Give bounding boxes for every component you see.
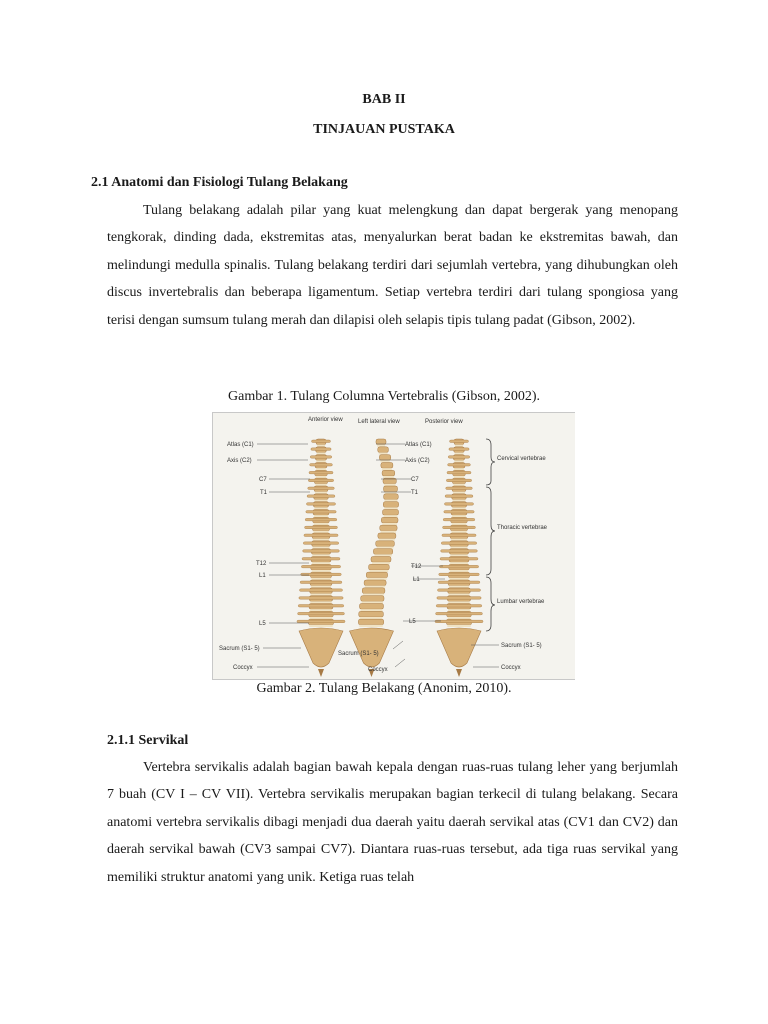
intervertebral-disc	[377, 445, 385, 447]
intervertebral-disc	[359, 625, 382, 627]
intervertebral-disc	[314, 515, 328, 517]
spine-figure	[212, 412, 575, 680]
intervertebral-disc	[449, 593, 470, 595]
label-t12-mid: T12	[411, 564, 422, 570]
transverse-process	[310, 456, 332, 459]
intervertebral-disc	[316, 468, 326, 470]
transverse-process	[312, 440, 331, 443]
transverse-process	[437, 597, 481, 600]
transverse-process	[437, 589, 480, 592]
intervertebral-disc	[316, 460, 325, 462]
intervertebral-disc	[377, 546, 394, 548]
intervertebral-disc	[385, 499, 398, 501]
view-label-lateral: Left lateral view	[358, 419, 400, 425]
vertebra	[361, 596, 384, 602]
intervertebral-disc	[451, 539, 467, 541]
view-label-posterior: Posterior view	[425, 419, 463, 425]
vertebra	[378, 447, 389, 453]
label-lumbar: Lumbar vertebrae	[497, 599, 545, 605]
intervertebral-disc	[309, 625, 332, 627]
intervertebral-disc	[312, 570, 331, 572]
vertebra	[380, 525, 397, 531]
intervertebral-disc	[380, 460, 389, 462]
intervertebral-disc	[311, 578, 330, 580]
view-label-anterior: Anterior view	[308, 417, 343, 423]
transverse-process	[301, 573, 342, 576]
label-thoracic: Thoracic vertebrae	[497, 525, 548, 531]
intervertebral-disc	[448, 617, 471, 619]
transverse-process	[299, 589, 342, 592]
label-axis-left: Axis (C2)	[227, 458, 252, 464]
intervertebral-disc	[317, 452, 326, 454]
spine-posterior-view	[435, 439, 483, 677]
vertebra	[381, 463, 393, 469]
intervertebral-disc	[310, 609, 332, 611]
intervertebral-disc	[367, 578, 386, 580]
intervertebral-disc	[312, 562, 330, 564]
label-l1-left: L1	[259, 573, 266, 579]
intervertebral-disc	[452, 507, 465, 509]
transverse-process	[298, 612, 345, 615]
transverse-process	[436, 605, 482, 608]
transverse-process	[447, 471, 471, 474]
intervertebral-disc	[314, 507, 327, 509]
label-c7-mid: C7	[411, 477, 419, 483]
coccyx-bone	[456, 669, 462, 677]
transverse-process	[438, 581, 480, 584]
intervertebral-disc	[384, 515, 398, 517]
section-heading-2-1: 2.1 Anatomi dan Fisiologi Tulang Belakang	[91, 175, 348, 190]
vertebra	[379, 455, 390, 461]
intervertebral-disc	[379, 452, 388, 454]
transverse-process	[445, 495, 473, 498]
vertebra	[362, 588, 385, 594]
intervertebral-disc	[452, 515, 466, 517]
intervertebral-disc	[315, 484, 326, 486]
transverse-process	[304, 534, 338, 537]
intervertebral-disc	[453, 499, 466, 501]
intervertebral-disc	[316, 476, 327, 478]
transverse-process	[309, 471, 333, 474]
intervertebral-disc	[311, 586, 331, 588]
label-sacrum-left: Sacrum (S1- 5)	[219, 646, 260, 652]
label-t1-mid: T1	[411, 490, 419, 496]
intervertebral-disc	[447, 625, 470, 627]
intervertebral-disc	[455, 452, 464, 454]
label-atlas-mid: Atlas (C1)	[405, 442, 432, 448]
intervertebral-disc	[310, 617, 333, 619]
transverse-process	[440, 558, 478, 561]
intervertebral-disc	[360, 617, 383, 619]
transverse-process	[439, 573, 480, 576]
transverse-process	[306, 511, 336, 514]
intervertebral-disc	[450, 554, 467, 556]
intervertebral-disc	[314, 523, 329, 525]
intervertebral-disc	[450, 570, 469, 572]
label-l1-mid: L1	[413, 577, 420, 583]
intervertebral-disc	[313, 546, 330, 548]
intervertebral-disc	[449, 586, 469, 588]
intervertebral-disc	[370, 570, 389, 572]
transverse-process	[301, 565, 340, 568]
label-cervical: Cervical vertebrae	[497, 456, 546, 462]
intervertebral-disc	[313, 539, 329, 541]
vertebra	[369, 564, 390, 570]
transverse-process	[303, 550, 340, 553]
intervertebral-disc	[449, 578, 468, 580]
transverse-process	[448, 456, 470, 459]
vertebra	[364, 580, 386, 586]
label-axis-mid: Axis (C2)	[405, 458, 430, 464]
spine-illustration	[213, 413, 575, 679]
vertebra	[366, 572, 387, 578]
transverse-process	[303, 542, 338, 545]
vertebra	[378, 533, 396, 539]
intervertebral-disc	[363, 593, 384, 595]
sacrum-bone	[437, 628, 481, 667]
transverse-process	[441, 550, 478, 553]
transverse-process	[441, 542, 476, 545]
label-l5-left: L5	[259, 621, 266, 627]
intervertebral-disc	[365, 586, 385, 588]
transverse-process	[299, 597, 343, 600]
vertebra	[384, 494, 399, 500]
chapter-title: TINJAUAN PUSTAKA	[313, 122, 455, 137]
label-t12-left: T12	[256, 561, 267, 567]
intervertebral-disc	[454, 468, 464, 470]
intervertebral-disc	[372, 562, 390, 564]
intervertebral-disc	[383, 476, 394, 478]
transverse-process	[311, 448, 331, 451]
intervertebral-disc	[311, 593, 332, 595]
sacrum-bone	[299, 628, 343, 667]
transverse-process	[308, 479, 333, 482]
figure-caption-2: Gambar 2. Tulang Belakang (Anonim, 2010).	[256, 681, 512, 696]
vertebra	[382, 470, 395, 476]
label-sacrum-mid: Sacrum (S1- 5)	[338, 651, 379, 657]
intervertebral-disc	[448, 609, 470, 611]
transverse-process	[446, 479, 471, 482]
intervertebral-disc	[451, 546, 468, 548]
intervertebral-disc	[313, 531, 328, 533]
transverse-process	[297, 620, 345, 623]
transverse-process	[444, 511, 474, 514]
transverse-process	[449, 448, 469, 451]
intervertebral-disc	[374, 554, 391, 556]
intervertebral-disc	[381, 531, 396, 533]
transverse-process	[307, 495, 335, 498]
intervertebral-disc	[454, 476, 465, 478]
spine-lateral-view	[349, 439, 398, 677]
vertebra	[381, 517, 398, 523]
chapter-number: BAB II	[362, 92, 406, 107]
label-coccyx-mid: Coccyx	[368, 667, 388, 673]
intervertebral-disc	[384, 507, 397, 509]
intervertebral-disc	[317, 445, 325, 447]
spine-anterior-view	[297, 439, 345, 677]
label-coccyx-left: Coccyx	[233, 665, 253, 671]
intervertebral-disc	[455, 445, 463, 447]
intervertebral-disc	[382, 523, 397, 525]
intervertebral-disc	[454, 460, 463, 462]
region-braces	[486, 439, 495, 631]
transverse-process	[310, 464, 333, 467]
vertebra	[384, 486, 398, 492]
transverse-process	[305, 526, 338, 529]
intervertebral-disc	[379, 539, 395, 541]
section-2-1-1-paragraph: Vertebra servikalis adalah bagian bawah kepala dengan ruas-ruas tulang leher yang berjumlah 7 buah (CV I – CV VII). Vertebra servikalis merupakan bagian terkecil di tulang belakang. Secara anatomi vertebra servikalis dibagi menjadi dua daerah yaitu daerah servikal atas (CV1 dan CV2) dan daerah servikal bawah (CV3 sampai CV7). Diantara ruas-ruas tersebut, ada tiga ruas servikal yang memiliki struktur anatomi yang unik. Ketiga ruas telah	[107, 760, 678, 885]
transverse-process	[442, 534, 476, 537]
figure-caption-1: Gambar 1. Tulang Columna Vertebralis (Gibson, 2002).	[228, 389, 540, 404]
intervertebral-disc	[315, 499, 328, 501]
label-coccyx-right: Coccyx	[501, 665, 521, 671]
section-2-1-paragraph: Tulang belakang adalah pilar yang kuat melengkung dan dapat bergerak yang menopang tengkorak, dinding dada, ekstremitas atas, menyalurkan berat badan ke ekstremitas bawah, dan melindungi medulla spinalis. Tulang belakang terdiri dari sejumlah vertebra, yang dihubungkan oleh discus invertebralis dan beberapa ligamentum. Setiap vertebra terdiri dari tulang spongiosa yang terisi dengan sumsum tulang merah dan dilapisi oleh selapis tipis tulang padat (Gibson, 2002).	[107, 203, 678, 328]
transverse-process	[435, 620, 483, 623]
intervertebral-disc	[453, 484, 464, 486]
vertebra	[383, 502, 398, 508]
intervertebral-disc	[312, 554, 329, 556]
transverse-process	[300, 581, 342, 584]
vertebra	[383, 510, 399, 516]
transverse-process	[450, 440, 469, 443]
vertebra	[359, 604, 383, 610]
transverse-process	[446, 487, 473, 490]
vertebra	[371, 557, 391, 563]
section-heading-2-1-1: 2.1.1 Servikal	[107, 733, 189, 748]
vertebra	[373, 549, 392, 555]
transverse-process	[305, 518, 337, 521]
vertebra	[359, 611, 384, 617]
label-t1-left: T1	[260, 490, 268, 496]
transverse-process	[439, 565, 478, 568]
intervertebral-disc	[382, 468, 392, 470]
intervertebral-disc	[450, 562, 468, 564]
intervertebral-disc	[453, 492, 465, 494]
intervertebral-disc	[315, 492, 327, 494]
intervertebral-disc	[448, 601, 469, 603]
intervertebral-disc	[452, 523, 467, 525]
transverse-process	[306, 503, 335, 506]
transverse-process	[443, 518, 475, 521]
vertebra	[376, 541, 395, 547]
transverse-process	[443, 526, 476, 529]
transverse-process	[308, 487, 335, 490]
intervertebral-disc	[362, 601, 383, 603]
label-l5-mid: L5	[409, 619, 416, 625]
label-c7-left: C7	[259, 477, 267, 483]
intervertebral-disc	[310, 601, 331, 603]
transverse-process	[302, 558, 340, 561]
intervertebral-disc	[384, 484, 395, 486]
right-label-lines	[471, 645, 499, 667]
transverse-process	[436, 612, 483, 615]
transverse-process	[298, 605, 344, 608]
vertebra	[358, 619, 383, 625]
label-sacrum-right: Sacrum (S1- 5)	[501, 643, 542, 649]
transverse-process	[448, 464, 471, 467]
coccyx-bone	[318, 669, 324, 677]
intervertebral-disc	[451, 531, 466, 533]
transverse-process	[444, 503, 473, 506]
sacrum-bone	[349, 628, 393, 667]
intervertebral-disc	[360, 609, 382, 611]
label-atlas-left: Atlas (C1)	[227, 442, 254, 448]
